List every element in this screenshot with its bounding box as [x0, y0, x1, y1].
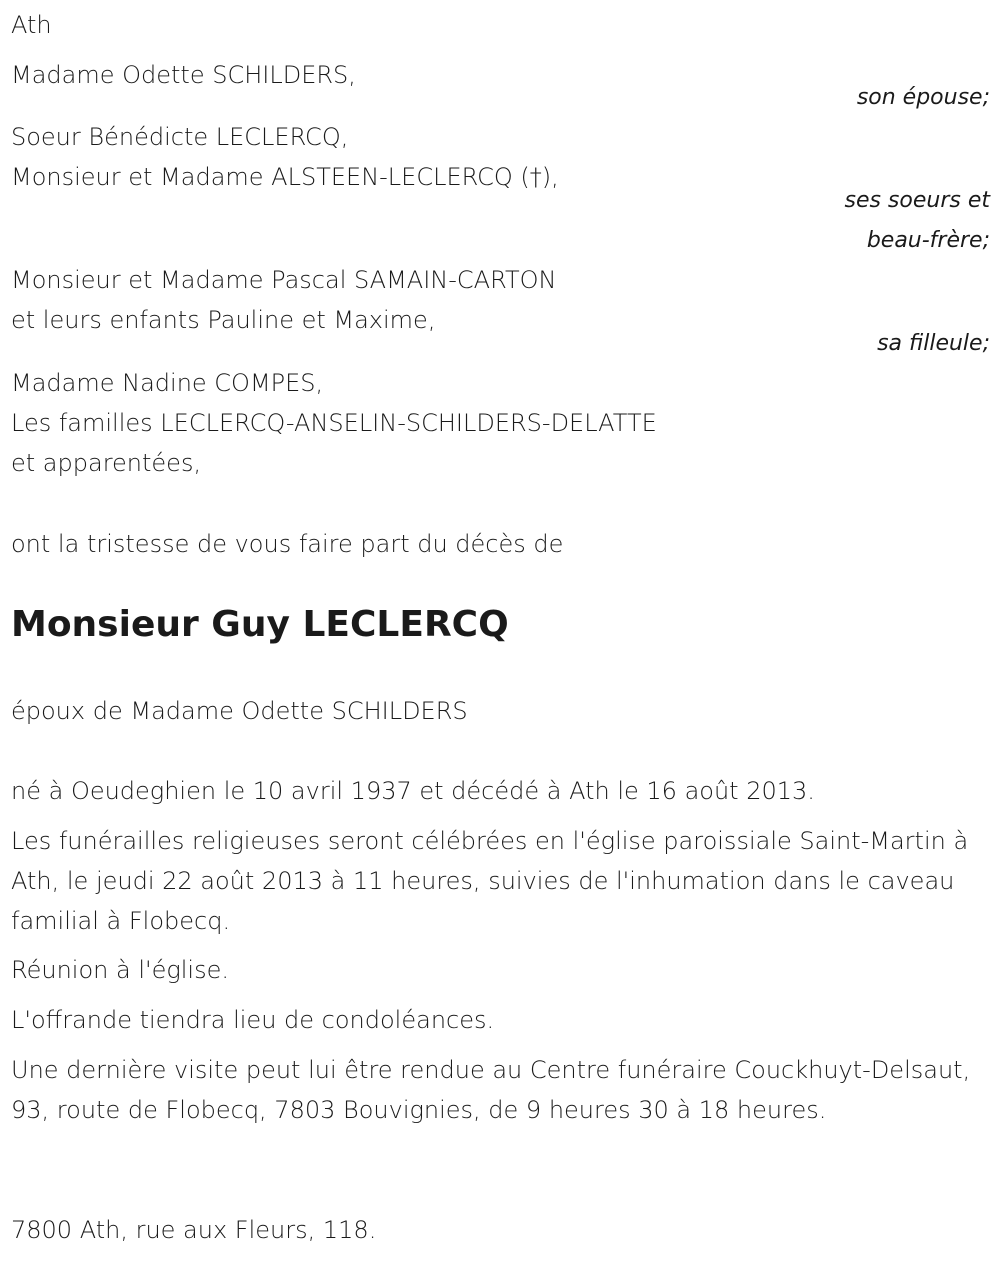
spouse-of-text: époux de Madame Odette SCHILDERS	[11, 697, 468, 725]
announcement-text: ont la tristesse de vous faire part du décès de	[11, 530, 564, 558]
goddaughter-line-1: Monsieur et Madame Pascal SAMAIN-CARTON	[11, 266, 557, 294]
sister-line-2: Monsieur et Madame ALSTEEN-LECLERCQ (†),	[11, 163, 559, 191]
others-line-1: Madame Nadine COMPES,	[11, 369, 324, 397]
goddaughter-line-2: et leurs enfants Pauline et Maxime,	[11, 306, 436, 334]
sisters-role-1: ses soeurs et	[844, 188, 990, 213]
others-line-3: et apparentées,	[11, 449, 202, 477]
funeral-paragraph: Les funérailles religieuses seront célébrées en l'église paroissiale Saint-Martin à Ath, le jeudi 22 août 2013 à 11 heures, suivies de l'inhumation dans le caveau familial à Flobecq.	[11, 827, 969, 935]
goddaughter-role: sa filleule;	[877, 331, 990, 356]
offering-text: L'offrande tiendra lieu de condoléances.	[11, 1006, 495, 1034]
sister-line-1: Soeur Bénédicte LECLERCQ,	[11, 123, 349, 151]
visit-paragraph: Une dernière visite peut lui être rendue au Centre funéraire Couckhuyt-Delsaut, 93, route de Flobecq, 7803 Bouvignies, de 9 heures 30 à 18 heures.	[11, 1056, 971, 1124]
birth-death-text: né à Oeudeghien le 10 avril 1937 et décédé à Ath le 16 août 2013.	[11, 777, 815, 805]
deceased-name: Monsieur Guy LECLERCQ	[11, 604, 509, 645]
spouse-line: Madame Odette SCHILDERS,	[11, 61, 356, 89]
spouse-role: son épouse;	[856, 85, 990, 110]
city-heading: Ath	[11, 11, 52, 39]
others-line-2: Les familles LECLERCQ-ANSELIN-SCHILDERS-DELATTE	[11, 409, 657, 437]
address-text: 7800 Ath, rue aux Fleurs, 118.	[11, 1216, 377, 1244]
meeting-text: Réunion à l'église.	[11, 956, 229, 984]
sisters-role-2: beau-frère;	[866, 228, 990, 253]
